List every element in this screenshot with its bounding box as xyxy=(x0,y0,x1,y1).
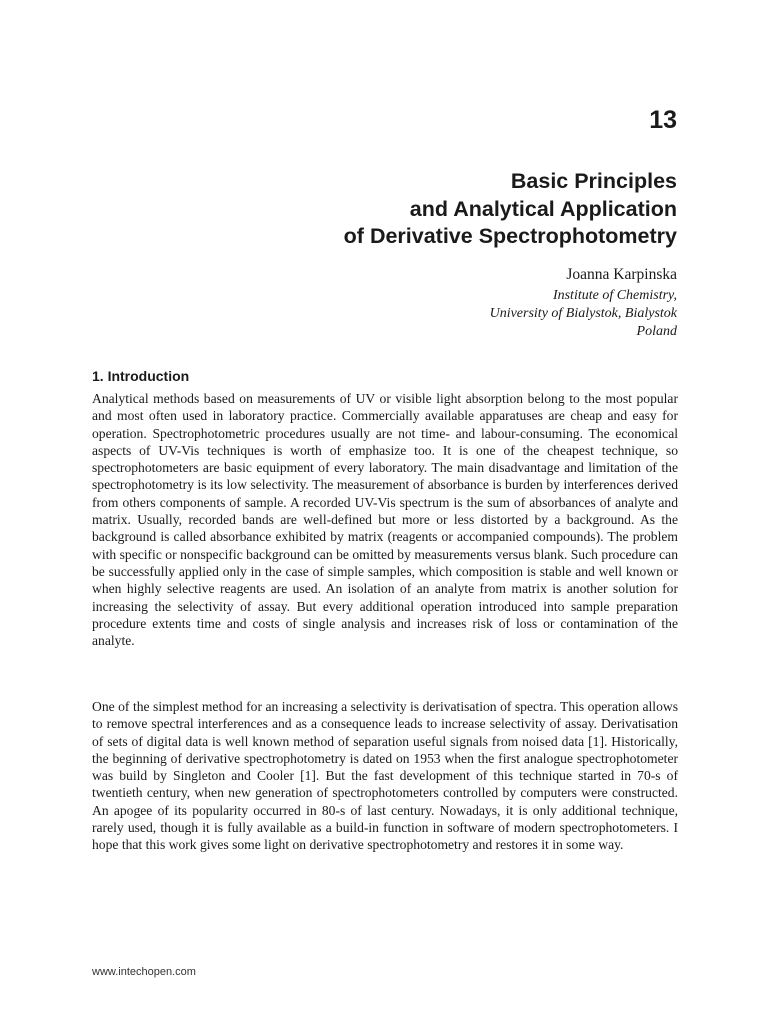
chapter-title-line-2: and Analytical Application xyxy=(409,196,677,221)
body-paragraph-2: One of the simplest method for an increasing a selectivity is derivatisation of spectra. This operation allows to remove spectral interferences and as a consequence leads to increase selectivity of assay. Derivatisation of sets of digital data is well known method of separation useful signals from noised data [1]. Historically, the beginning of derivative spectrophotometry is dated on 1953 when the first analogue spectrophotometer was build by Singleton and Cooler [1]. But the fast development of this technique started in 70-s of twentieth century, when new generation of spectrophotometers controlled by computers were constructed. An apogee of its popularity occurred in 80-s of last century. Nowadays, it is only additional technique, rarely used, though it is fully available as a build-in function in software of modern spectrophotometers. I hope that this work gives some light on derivative spectrophotometry and restores it in some way. xyxy=(92,699,678,853)
footer-url: www.intechopen.com xyxy=(92,966,196,978)
author-block xyxy=(490,264,677,341)
affiliation-country: Poland xyxy=(636,324,677,339)
chapter-title-line-3: of Derivative Spectrophotometry xyxy=(343,224,677,248)
affiliation-institute: Institute of Chemistry, xyxy=(552,288,677,303)
body-paragraph-1: Analytical methods based on measurements of UV or visible light absorption belong to the most popular and most often used in laboratory practice. Commercially available apparatuses are cheap and easy for operation. Spectrophotometric procedures usually are not time- and labour-consuming. The economical aspects of UV-Vis techniques is worth of emphasize too. It is one of the cheapest technique, so spectrophotometers are basic equipment of every laboratory. The main disadvantage and limitation of the spectrophotometry is its low selectivity. The measurement of absorbance is burden by interferences derived from others components of sample. A recorded UV-Vis spectrum is the sum of absorbances of analyte and matrix. Usually, recorded bands are well-defined but more or less distorted by a background. As the background is called absorbance exhibited by matrix (reagents or accompanied compounds). The problem with specific or nonspecific background can be omitted by measurements versus blank. Such procedure can be successfully applied only in the case of simple samples, which composition is stable and well known or when highly selective reagents are used. An isolation of an analyte from matrix is another solution for increasing the selectivity of assay. But every additional operation introduced into sample preparation procedure extents time and costs of single analysis and increases risk of loss or contamination of the analyte. xyxy=(92,391,678,649)
section-heading: 1. Introduction xyxy=(92,368,190,384)
affiliation-university: University of Bialystok, Bialystok xyxy=(489,306,677,321)
chapter-number: 13 xyxy=(649,106,677,134)
author-name: Joanna Karpinska xyxy=(566,266,677,283)
chapter-title-line-1: Basic Principles xyxy=(510,169,677,193)
chapter-title xyxy=(344,168,677,251)
